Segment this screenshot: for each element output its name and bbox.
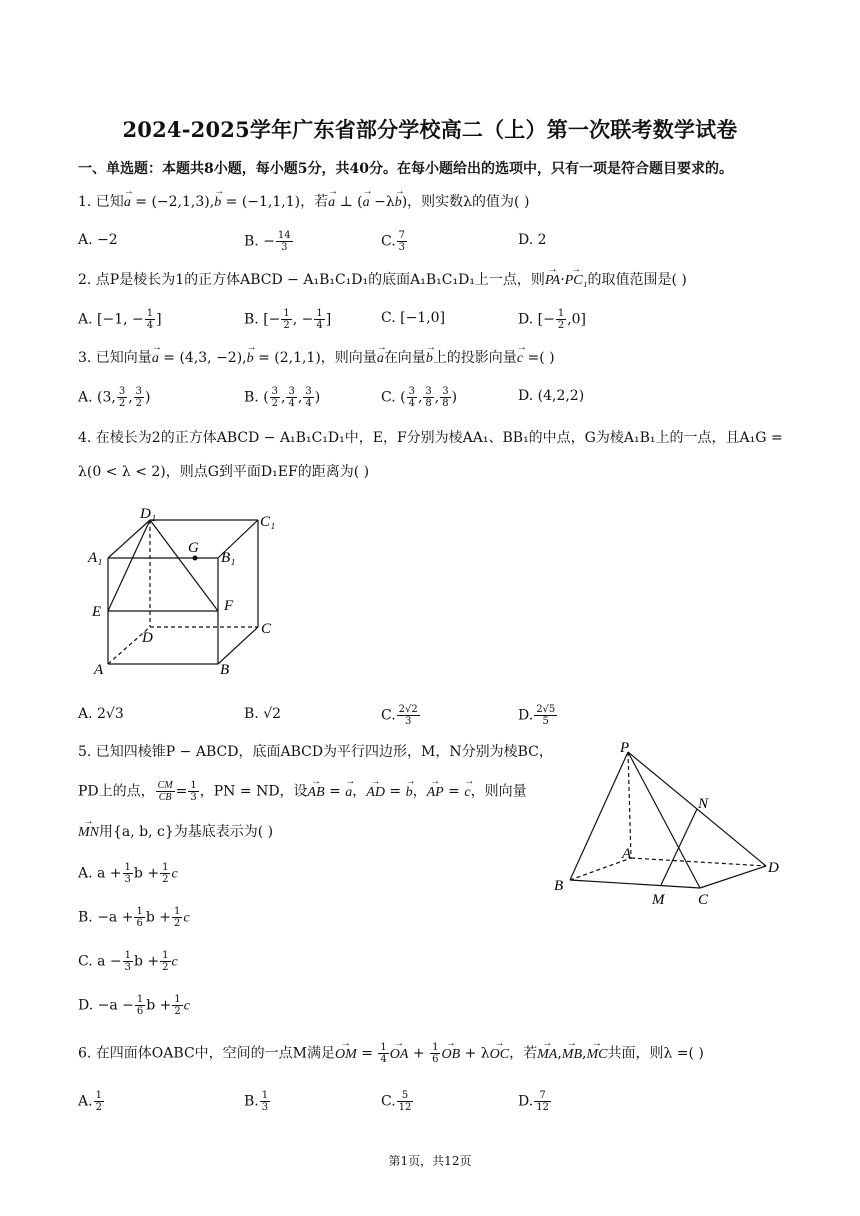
q3-option-c: C. ( $\frac{3}{4}$ , $\frac{3}{8}$ , $\frac{3}{8}$ ) (381, 386, 458, 409)
q4-option-c: C. $\frac{2√2}{3}$ (381, 704, 418, 727)
label-c: C (698, 892, 709, 908)
question-5-line-2: PD上的点， $\frac{CM}{CB}$ = $\frac{1}{3}$ ，PN = ND，设→ AB = → a，→ AD = → b，→ AP = → c，则向量 (78, 780, 527, 803)
question-5-line-3: → MN用{a, b, c}为基底表示为( ) (78, 822, 273, 843)
label-e: E (92, 604, 102, 620)
q2-option-a: A. [−1, − $\frac{1}{4}$ ] (78, 308, 162, 331)
label-b: B (220, 662, 230, 678)
section-heading: 一、单选题：本题共8小题，每小题5分，共40分。在每小题给出的选项中，只有一项是符合题目要求的。 (78, 161, 733, 177)
q5-option-c: C. a − $\frac{1}{3}$ b + $\frac{1}{2}$ c (78, 950, 178, 973)
question-5-line-1: 5. 已知四棱锥P − ABCD，底面ABCD为平行四边形，M，N分别为棱BC， (78, 744, 553, 760)
question-1-stem: 1. 已知→ a = (−2,1,3),→ b = (−1,1,1)，若→ a ⊥ (→ a −λ→ b)，则实数λ的值为( ) (78, 192, 529, 213)
question-4-line-1: 4. 在棱长为2的正方体ABCD − A₁B₁C₁D₁中，E，F分别为棱AA₁、BB₁的中点，G为棱A₁B₁上的一点，且A₁G = (78, 430, 783, 446)
cube-figure (84, 500, 284, 680)
q4-option-a: A. 2√3 (78, 706, 124, 722)
label-f: F (224, 598, 234, 614)
pyramid-figure (548, 740, 788, 910)
question-4-line-2: λ(0 < λ < 2)，则点G到平面D₁EF的距离为( ) (78, 464, 370, 480)
q5-option-a: A. a + $\frac{1}{3}$ b + $\frac{1}{2}$ c (78, 862, 178, 885)
question-3-stem: 3. 已知向量→ a = (4,3, −2),→ b = (2,1,1)，则向量→ a在向量→ b上的投影向量→ c =( ) (78, 348, 555, 369)
q5-option-b: B. −a + $\frac{1}{6}$ b + $\frac{1}{2}$ c (78, 906, 190, 929)
question-2-stem: 2. 点P是棱长为1的正方体ABCD − A₁B₁C₁D₁的底面A₁B₁C₁D₁上一点，则→ PA·→ PC₁的取值范围是( ) (78, 270, 687, 291)
label-a: A (622, 846, 632, 862)
q6-option-d: D. $\frac{7}{12}$ (518, 1090, 549, 1113)
page-footer: 第1页，共12页 (388, 1154, 472, 1168)
label-c: C (261, 621, 272, 637)
label-d: D (768, 860, 779, 876)
question-6-stem: 6. 在四面体OABC中，空间的一点M满足→ OM = $\frac{1}{4}$ → OA + $\frac{1}{6}$ → OB + λ→ OC，若→ MA,→ MB,→ MC共面，则λ =( ) (78, 1042, 704, 1065)
q6-option-c: C. $\frac{5}{12}$ (381, 1090, 412, 1113)
q3-option-b: B. ( $\frac{3}{2}$ , $\frac{3}{4}$ , $\frac{3}{4}$ ) (244, 386, 321, 409)
label-g: G (188, 540, 199, 556)
q6-option-b: B. $\frac{1}{3}$ (244, 1090, 269, 1113)
label-a: A (94, 662, 104, 678)
q4-option-d: D. $\frac{2√5}{5}$ (518, 704, 556, 727)
page-title: 2024-2025学年广东省部分学校高二（上）第一次联考数学试卷 (122, 117, 738, 142)
q2-option-c: C. [−1,0] (381, 310, 446, 326)
q1-option-c: C. $\frac{7}{3}$ (381, 230, 406, 253)
label-d1: D₁ (140, 506, 157, 522)
label-b: B (554, 878, 564, 894)
q2-option-b: B. [− $\frac{1}{2}$ , − $\frac{1}{4}$ ] (244, 308, 332, 331)
q1-option-b: B. − $\frac{14}{3}$ (244, 230, 291, 253)
label-n: N (698, 796, 709, 812)
q1-option-a: A. −2 (78, 232, 118, 248)
label-p: P (620, 740, 630, 756)
q3-option-a: A. (3, $\frac{3}{2}$ , $\frac{3}{2}$ ) (78, 386, 151, 409)
q2-option-d: D. [− $\frac{1}{2}$ ,0] (518, 308, 587, 331)
label-c1: C₁ (260, 514, 276, 530)
label-m: M (652, 892, 665, 908)
q4-option-b: B. √2 (244, 706, 282, 722)
label-b1: B₁ (221, 550, 236, 566)
q6-option-a: A. $\frac{1}{2}$ (78, 1090, 102, 1113)
q3-option-d: D. (4,2,2) (518, 388, 585, 404)
label-d: D (142, 630, 153, 646)
q5-option-d: D. −a − $\frac{1}{6}$ b + $\frac{1}{2}$ c (78, 994, 191, 1017)
q1-option-d: D. 2 (518, 232, 547, 248)
label-a1: A₁ (88, 550, 103, 566)
